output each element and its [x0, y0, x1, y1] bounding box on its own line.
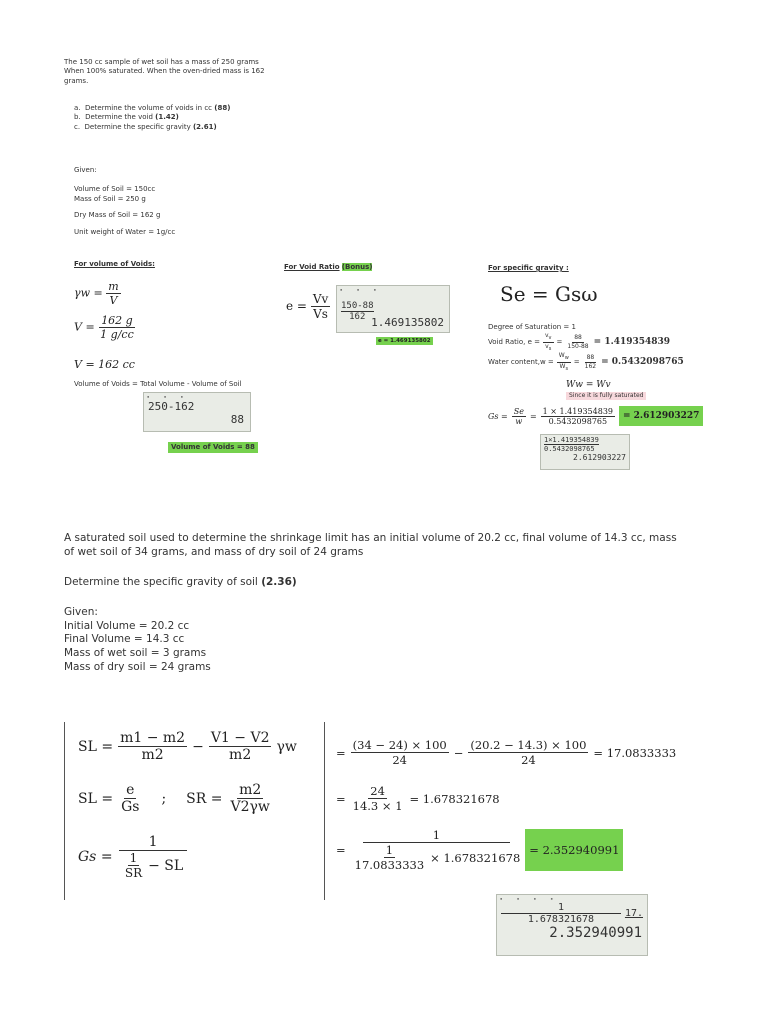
task-item: [74, 104, 294, 113]
given-line: Dry Mass of Soil = 162 g: [74, 211, 161, 220]
calc-result: 2.352940991: [549, 925, 642, 941]
numerator: e: [126, 782, 135, 798]
value: = 0.5432098765: [601, 357, 684, 368]
denominator: 162: [584, 362, 597, 370]
calc-fraction: [501, 902, 621, 925]
fraction: [106, 280, 120, 307]
sl-sr-formulas: [78, 782, 272, 815]
denominator: 24: [392, 753, 407, 767]
statement-line: of wet soil of 34 grams, and mass of dry soil of 24 grams: [64, 545, 364, 558]
gs-calculation: Gs = $\frac{Se}{w}$ = $\frac{1 \times 1.419354839}{0.5432098765}$ = 2.612903227: [488, 406, 703, 426]
calc-denominator: 1.678321678: [501, 913, 621, 925]
denominator: m2: [229, 747, 252, 763]
problem1-given: [74, 166, 274, 237]
fraction: [209, 730, 272, 763]
equals: =: [336, 843, 346, 857]
numerator: 1: [129, 851, 138, 865]
eq-lhs: SL =: [78, 738, 114, 755]
task-answer: (2.36): [261, 576, 297, 588]
calc-result: 2.612903227: [573, 453, 626, 462]
numerator: Se: [513, 406, 524, 416]
denominator: 0.5432098765: [548, 416, 608, 426]
eq-lhs: V =: [74, 320, 95, 334]
sl-formula: [78, 730, 297, 763]
given-line: Volume of Soil = 150cc: [74, 185, 156, 194]
statement-line: A saturated soil used to determine the shrinkage limit has an initial volume of 20.2 cc, final volume of 14.3 cc, mass: [64, 532, 677, 544]
task-text: Determine the volume of voids in cc: [84, 104, 213, 112]
task-item: [74, 123, 294, 132]
numerator: 162 g: [101, 314, 133, 327]
numerator: 1 × 1.419354839: [542, 406, 613, 416]
fraction: [583, 354, 598, 371]
calc-expression: [497, 902, 647, 925]
fraction: [118, 730, 187, 763]
problem1-statement: [64, 58, 284, 86]
result: = 17.0833333: [593, 745, 677, 760]
big-formula: Se = Gsω: [500, 282, 598, 306]
eq-lhs: SL =: [78, 790, 114, 807]
denominator: $W_s$: [559, 362, 569, 373]
separator: ;: [161, 790, 167, 807]
calculator-display: [336, 285, 450, 333]
denominator: 150-88: [567, 342, 589, 350]
label: Water content,w =: [488, 357, 554, 366]
value: = 1.419354839: [593, 337, 671, 348]
numerator: m2: [239, 782, 262, 798]
task-label: b.: [74, 113, 81, 122]
calc-indicators: ▪ ▪ ▪: [340, 287, 383, 292]
calculator-display: [496, 894, 648, 956]
numerator: 1: [385, 843, 394, 857]
ww-equation: Ww = Wv: [566, 380, 611, 390]
voids-relation: Volume of Voids = Total Volume - Volume of Soil: [74, 380, 242, 388]
numerator: m1 − m2: [120, 730, 186, 746]
numerator: 24: [370, 784, 385, 798]
voids-heading: For volume of Voids:: [74, 260, 155, 268]
numerator: (34 − 24) × 100: [352, 738, 447, 752]
denominator: V2γw: [230, 799, 270, 815]
denominator: 14.3 × 1: [352, 799, 403, 813]
calc-indicators: ▪ ▪ ▪ ▪: [500, 896, 559, 901]
equals: =: [336, 791, 346, 806]
calc-line: [541, 435, 629, 445]
given-title: Given:: [74, 166, 97, 174]
fraction: [468, 738, 588, 767]
operator: −: [192, 738, 204, 755]
fraction: [512, 407, 526, 426]
void-ratio-heading: [284, 263, 372, 272]
given-line: Unit weight of Water = 1g/cc: [74, 227, 176, 236]
task-label: a.: [74, 104, 81, 112]
gamma-symbol: γw: [276, 738, 297, 755]
fraction: [119, 782, 141, 815]
fraction: [311, 292, 330, 321]
calc-result: 1.469135802: [371, 316, 444, 329]
eq-lhs: e =: [286, 299, 307, 313]
given-line: Initial Volume = 20.2 cc: [64, 619, 190, 632]
unit-weight-equation: [74, 280, 121, 307]
denominator: w: [515, 416, 523, 426]
saturation-note: Since it is fully saturated: [566, 392, 646, 400]
calculator-display: [540, 434, 630, 470]
calc-numerator: 150-88: [341, 301, 374, 311]
task-label: c.: [74, 122, 81, 131]
numerator: 88: [572, 334, 584, 343]
left-divider: [64, 722, 65, 900]
statement-line: When 100% saturated. When the oven-dried mass is 162: [64, 67, 265, 76]
denominator: V: [109, 294, 118, 307]
solution-line-1: [336, 738, 676, 767]
numerator: 1: [119, 834, 188, 851]
denominator: [351, 843, 523, 872]
specific-gravity-heading: For specific gravity :: [488, 264, 569, 272]
volume-result: V = 162 cc: [74, 358, 135, 371]
statement-line: grams.: [64, 76, 89, 85]
task-answer: (88): [214, 104, 231, 112]
numerator: $v_v$: [544, 332, 552, 342]
task-answer: (2.61): [192, 122, 217, 131]
void-ratio-answer-highlight: e = 1.469135802: [378, 338, 431, 344]
gs-answer-highlight: = 2.352940991: [525, 829, 623, 871]
subtract-sl: − SL: [148, 857, 184, 874]
fraction: [98, 314, 136, 341]
denominator: 1 g/cc: [100, 328, 134, 341]
gs-formula: [78, 834, 187, 880]
solution-line-3: [336, 828, 623, 872]
fraction: [541, 407, 615, 426]
denominator: 24: [521, 753, 536, 767]
denominator: m2: [141, 747, 164, 763]
problem2-statement: [64, 532, 704, 559]
numerator: Vv: [312, 292, 329, 306]
calculator-display: [143, 392, 251, 432]
numerator: m: [108, 280, 119, 293]
problem2-given: [64, 606, 211, 674]
calc-result: 88: [230, 413, 244, 426]
operator: −: [453, 745, 464, 760]
fraction: [353, 843, 427, 872]
degree-of-saturation: Degree of Saturation = 1: [488, 323, 576, 331]
given-line: Mass of wet soil = 3 grams: [64, 646, 207, 659]
void-ratio-formula: [286, 292, 330, 321]
middle-divider: [324, 722, 325, 900]
denominator: 17.0833333: [354, 858, 425, 872]
result: = 1.678321678: [409, 791, 500, 806]
numerator: $W_w$: [558, 352, 569, 362]
eq-lhs: γw =: [74, 286, 103, 300]
denominator: SR: [124, 866, 143, 880]
calc-indicators: ▪ ▪ ▪: [147, 394, 190, 399]
solution-line-2: [336, 784, 500, 813]
numerator: (20.2 − 14.3) × 100: [470, 738, 587, 752]
given-line: Mass of dry soil = 24 grams: [64, 660, 211, 673]
numerator: V1 − V2: [210, 730, 270, 746]
calc-denominator: 0.5432098765: [544, 445, 595, 453]
fraction: [123, 851, 144, 880]
given-line: Mass of Soil = 250 g: [74, 194, 146, 203]
equals: =: [336, 745, 346, 760]
denominator: Gs: [121, 799, 140, 815]
fraction: [351, 828, 523, 872]
void-ratio-calc: Void Ratio, e = $\frac{v_v}{v_s}$ = $\frac{88}{150-88}$ = 1.419354839: [488, 332, 671, 353]
water-content-calc: Water content,w = $\frac{W_w}{W_s}$ = $\frac{88}{162}$ = 0.5432098765: [488, 352, 684, 373]
denominator: [121, 851, 185, 880]
eq-lhs: SR =: [186, 790, 223, 807]
gs-answer-highlight: = 2.612903227: [619, 406, 703, 426]
task-text: Determine the specific gravity of soil: [64, 576, 258, 588]
fraction: [543, 332, 554, 353]
numerator: 1: [363, 828, 510, 843]
calc-numerator: 1×1.419354839: [544, 436, 599, 444]
calc-input: 250-162: [148, 400, 195, 413]
eq-lhs: Gs =: [488, 411, 508, 421]
eq-lhs: Gs =: [78, 849, 113, 865]
bonus-badge: (Bonus): [341, 263, 373, 271]
fraction: [351, 784, 405, 813]
problem2-task: [64, 576, 297, 590]
label: Void Ratio, e =: [488, 337, 540, 346]
task-item: [74, 113, 294, 122]
fraction: [351, 738, 449, 767]
numerator: 88: [585, 354, 597, 363]
voids-answer-highlight: Volume of Voids = 88: [168, 442, 258, 453]
denominator: $v_s$: [545, 342, 552, 353]
fraction: [557, 352, 571, 373]
denominator: Vs: [313, 307, 328, 321]
heading-text: For Void Ratio: [284, 263, 340, 271]
task-answer: (1.42): [155, 113, 179, 122]
given-title: Given:: [64, 606, 98, 618]
calc-fraction: [341, 301, 374, 322]
fraction: [565, 334, 590, 351]
statement-line: The 150 cc sample of wet soil has a mass of 250 grams: [64, 58, 259, 66]
task-text: Determine the specific gravity: [84, 122, 191, 131]
given-line: Final Volume = 14.3 cc: [64, 633, 185, 646]
fraction: [119, 834, 188, 880]
problem1-tasks: [74, 104, 294, 132]
calc-denominator: 162: [349, 312, 366, 322]
calc-numerator: 1: [557, 902, 564, 913]
task-text: Determine the void: [85, 113, 153, 122]
multiply-term: × 1.678321678: [430, 850, 521, 865]
fraction: [228, 782, 271, 815]
volume-equation: [74, 314, 136, 341]
calc-side-value: 17.: [624, 908, 643, 919]
